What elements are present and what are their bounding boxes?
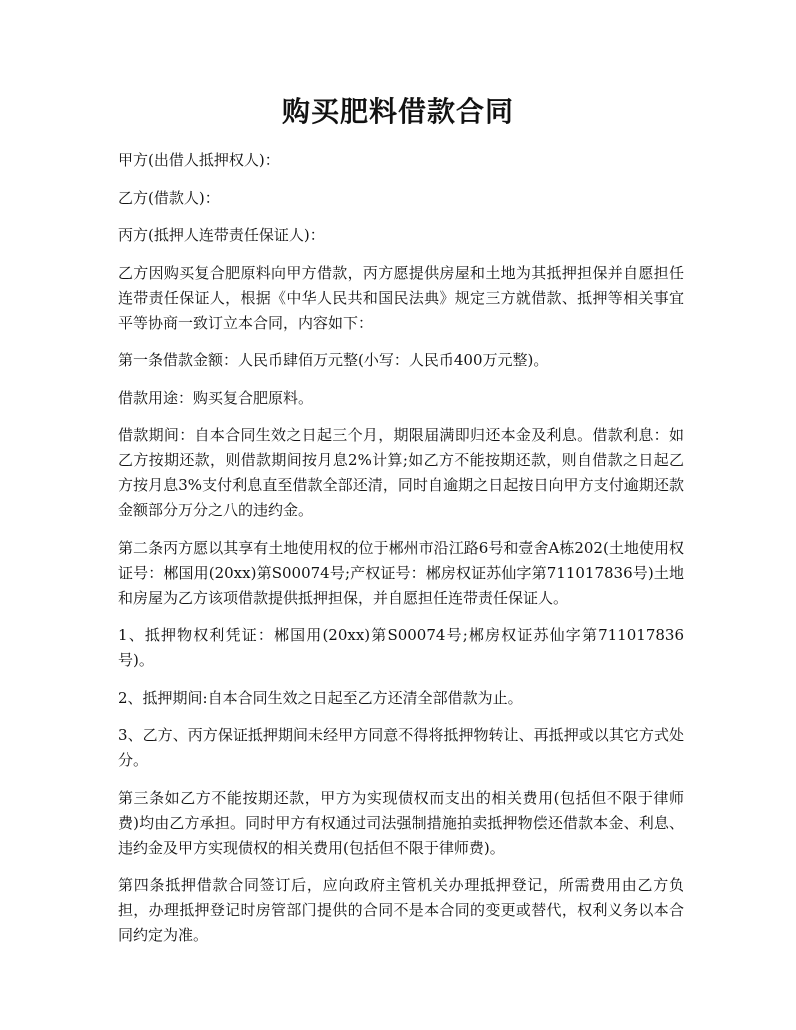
document-title: 购买肥料借款合同 bbox=[281, 95, 514, 128]
article-3-default: 第三条如乙方不能按期还款，甲方为实现债权而支出的相关费用(包括但不限于律师费)均由乙方承担。同时甲方有权通过司法强制措施拍卖抵押物偿还借款本金、利息、违约金及甲方实现债权的相关费用(包括但不限于律师费)。 bbox=[118, 788, 684, 857]
preamble-paragraph: 乙方因购买复合肥原料向甲方借款，丙方愿提供房屋和土地为其抵押担保并自愿担任连带责任保证人，根据《中华人民共和国民法典》规定三方就借款、抵押等相关事宜平等协商一致订立本合同，内容如下： bbox=[118, 263, 684, 332]
article-2-collateral: 第二条丙方愿以其享有土地使用权的位于郴州市沿江路6号和壹舍A栋202(土地使用权证号：郴国用(20xx)第S00074号;产权证号：郴房权证苏仙字第711017836号)土地和房屋为乙方该项借款提供抵押担保，并自愿担任连带责任保证人。 bbox=[118, 538, 684, 607]
document-body bbox=[118, 148, 684, 961]
disposal-restriction: 3、乙方、丙方保证抵押期间未经甲方同意不得将抵押物转让、再抵押或以其它方式处分。 bbox=[118, 726, 684, 769]
loan-term-interest: 借款期间：自本合同生效之日起三个月，期限届满即归还本金及利息。借款利息：如乙方按期还款，则借款期间按月息2%计算;如乙方不能按期还款，则自借款之日起乙方按月息3%支付利息直至借款全部还清，同时自逾期之日起按日向甲方支付逾期还款金额部分万分之八的违约金。 bbox=[118, 426, 684, 519]
party-c-line: 丙方(抵押人连带责任保证人)： bbox=[118, 226, 325, 244]
loan-purpose: 借款用途：购买复合肥原料。 bbox=[118, 388, 314, 407]
article-4-registration: 第四条抵押借款合同签订后，应向政府主管机关办理抵押登记，所需费用由乙方负担，办理抵押登记时房管部门提供的合同不是本合同的变更或替代，权利义务以本合同约定为准。 bbox=[118, 876, 684, 944]
party-b-line: 乙方(借款人)： bbox=[118, 188, 220, 207]
mortgage-period: 2、抵押期间:自本合同生效之日起至乙方还清全部借款为止。 bbox=[118, 688, 523, 707]
party-a-line: 甲方(出借人抵押权人)： bbox=[118, 151, 280, 169]
collateral-certificates: 1、抵押物权利凭证：郴国用(20xx)第S00074号;郴房权证苏仙字第711017836号)。 bbox=[118, 626, 684, 669]
article-1-amount: 第一条借款金额：人民币肆佰万元整(小写：人民币400万元整)。 bbox=[118, 351, 549, 369]
